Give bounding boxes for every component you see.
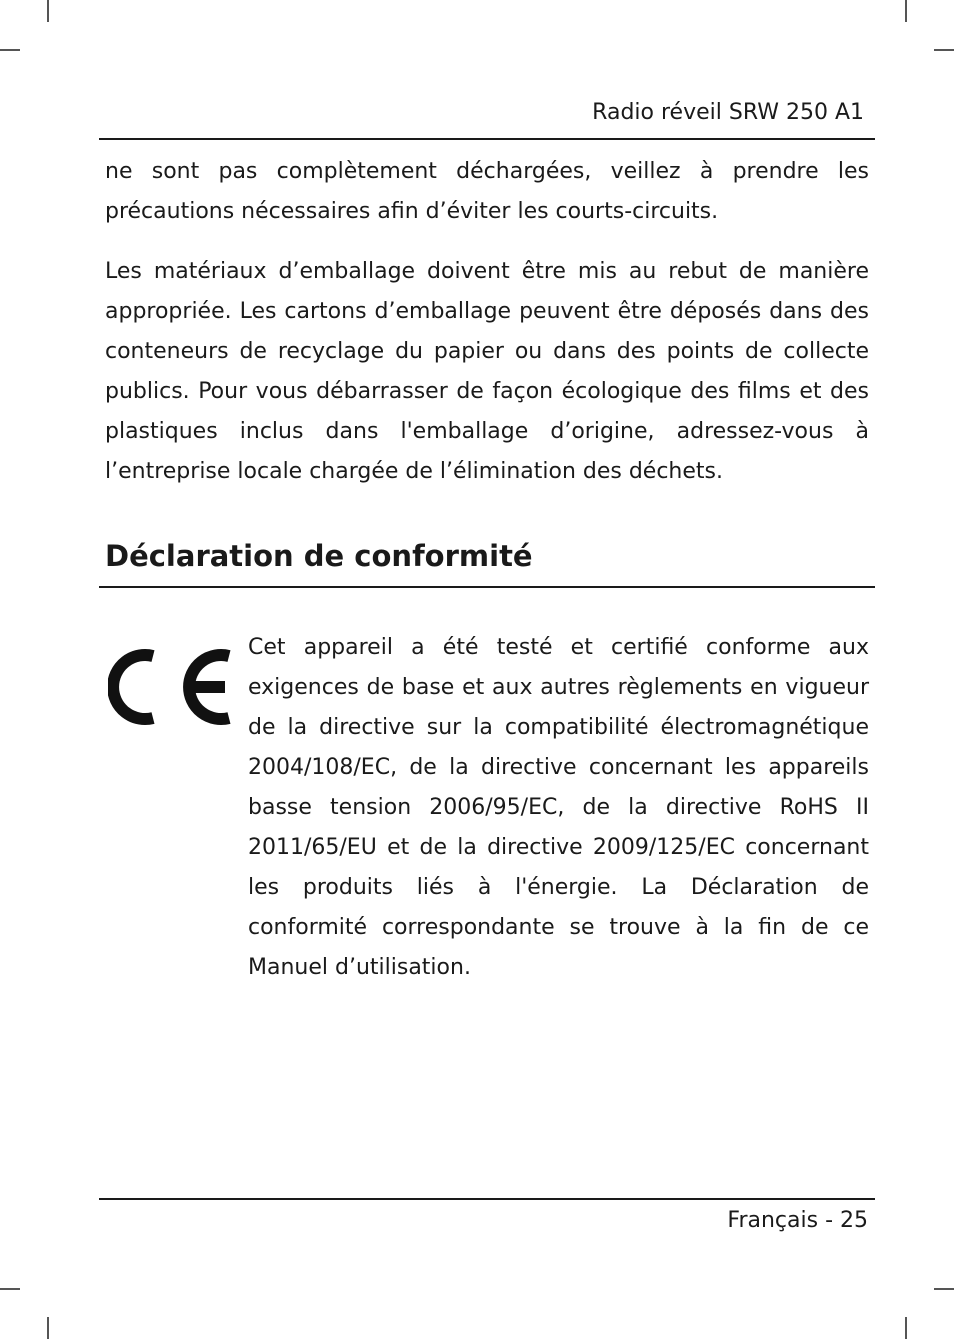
conformity-text: Cet appareil a été testé et certifié conforme aux exigences de base et aux autres règlements en vigueur de la directive sur la compatibilité électromagnétique 2004/108/EC, de la directive concernant les appareils basse tension 2006/95/EC, de la directive RoHS II 2011/65/EU et de la directive 2009/125/EC concernant les produits liés à l'énergie. La Déclaration de conformité correspondante se trouve à la fin de ce Manuel d’utilisation. bbox=[248, 635, 869, 980]
ce-mark-icon bbox=[108, 642, 233, 732]
page-number: Français - 25 bbox=[727, 1208, 868, 1233]
header-rule bbox=[99, 138, 875, 140]
crop-mark-bottom-left-vertical bbox=[47, 1317, 49, 1339]
crop-mark-top-left-horizontal bbox=[0, 49, 20, 51]
section-heading: Déclaration de conformité bbox=[105, 539, 533, 573]
crop-mark-top-right-horizontal bbox=[934, 49, 954, 51]
crop-mark-bottom-right-horizontal bbox=[934, 1288, 954, 1290]
crop-mark-bottom-right-vertical bbox=[905, 1317, 907, 1339]
paragraph-batteries: ne sont pas complètement déchargées, veillez à prendre les précautions nécessaires afin d’éviter les courts-circuits. bbox=[105, 159, 869, 224]
crop-mark-top-right-vertical bbox=[905, 0, 907, 22]
section-rule bbox=[99, 586, 875, 588]
crop-mark-bottom-left-horizontal bbox=[0, 1288, 20, 1290]
paragraph-packaging: Les matériaux d’emballage doivent être mis au rebut de manière appropriée. Les cartons d’emballage peuvent être déposés dans des conteneurs de recyclage du papier ou dans des points de collecte publics. Pour vous débarrasser de façon écologique des films et des plastiques inclus dans l'emballage d’origine, adressez-vous à l’entreprise locale chargée de l’élimination des déchets. bbox=[105, 259, 869, 484]
crop-mark-top-left-vertical bbox=[47, 0, 49, 22]
footer-rule bbox=[99, 1198, 875, 1200]
running-header: Radio réveil SRW 250 A1 bbox=[592, 100, 864, 125]
